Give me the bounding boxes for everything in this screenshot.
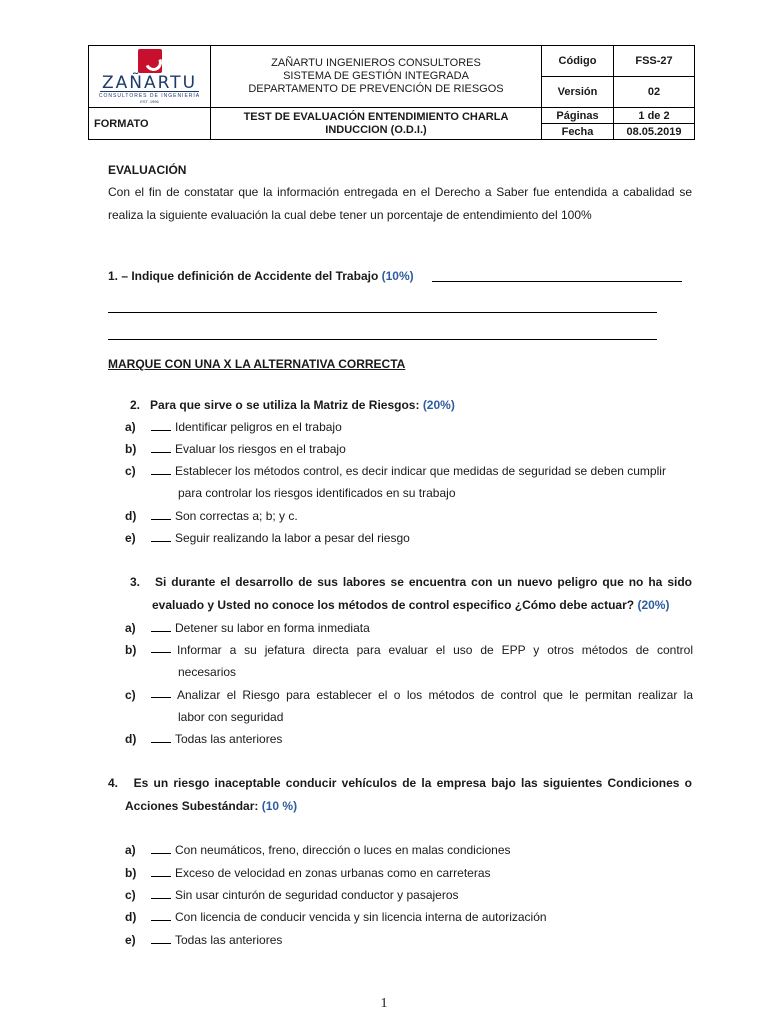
question-4-number: 4. [108, 776, 119, 790]
version-label: Versión [542, 77, 614, 108]
question-4-percentage: (10 %) [261, 799, 298, 813]
question-4-text-1: Es un riesgo inaceptable conducir vehículos de la empresa bajo las siguientes Condiciones o [133, 776, 692, 790]
option-text: Detener su labor en forma inmediata [175, 621, 370, 635]
question-4-option-d[interactable] [125, 906, 547, 928]
document-title-line1: TEST DE EVALUACIÓN ENTENDIMIENTO CHARLA [243, 110, 509, 123]
answer-blank[interactable] [151, 461, 171, 475]
question-1-text: 1. – Indique definición de Accidente del Trabajo [108, 269, 379, 283]
question-2-option-d[interactable] [125, 505, 298, 527]
system-name: SISTEMA DE GESTIÓN INTEGRADA [283, 70, 469, 82]
intro-line-2: realiza la siguiente evaluación la cual debe tener un porcentaje de entendimiento del 100% [108, 208, 592, 222]
question-2 [130, 394, 455, 416]
evaluation-heading: EVALUACIÓN [108, 163, 187, 177]
version-value: 02 [614, 77, 695, 108]
question-3-line-1 [130, 571, 692, 593]
question-4-option-b[interactable] [125, 862, 491, 884]
option-text: Seguir realizando la labor a pesar del riesgo [175, 531, 410, 545]
answer-blank[interactable] [151, 684, 171, 698]
answer-blank[interactable] [151, 907, 171, 921]
answer-blank[interactable] [151, 930, 171, 944]
answer-blank[interactable] [151, 863, 171, 877]
paginas-label: Páginas [542, 108, 614, 124]
answer-blank[interactable] [151, 506, 171, 520]
question-3-option-c[interactable] [125, 684, 693, 706]
question-4-text-2: Acciones Subestándar: [125, 799, 259, 813]
option-text: Todas las anteriores [175, 732, 283, 746]
document-title-line2: INDUCCION (O.D.I.) [325, 123, 427, 136]
answer-blank[interactable] [151, 618, 171, 632]
question-2-option-e[interactable] [125, 527, 410, 549]
answer-blank[interactable] [151, 417, 171, 431]
formato-label: FORMATO [89, 108, 211, 140]
question-3-option-a[interactable] [125, 617, 370, 639]
question-2-option-c-continuation: para controlar los riesgos identificados en su trabajo [178, 486, 456, 500]
question-4-line-1 [108, 772, 692, 794]
option-text: Exceso de velocidad en zonas urbanas como en carreteras [175, 866, 491, 880]
option-letter: d) [125, 732, 137, 746]
logo-mark-icon [138, 49, 162, 73]
fecha-value: 08.05.2019 [614, 124, 695, 140]
question-2-number: 2. [130, 398, 141, 412]
logo-subtitle: CONSULTORES DE INGENIERÍA [98, 93, 201, 99]
department-name: DEPARTAMENTO DE PREVENCIÓN DE RIESGOS [248, 83, 504, 95]
question-3-text-2: evaluado y Usted no conoce los métodos de control especifico ¿Cómo debe actuar? [152, 598, 635, 612]
option-text: Establecer los métodos control, es decir indicar que medidas de seguridad se deben cumplir [175, 464, 666, 478]
question-2-option-b[interactable] [125, 438, 346, 460]
option-letter: c) [125, 888, 136, 902]
question-2-percentage: (20%) [422, 398, 455, 412]
answer-blank[interactable] [151, 528, 171, 542]
page-number: 1 [380, 996, 388, 1011]
question-4-line-2 [125, 795, 297, 817]
option-letter: c) [125, 464, 136, 478]
company-info [211, 46, 542, 108]
question-3-option-b-continuation: necesarios [178, 665, 237, 679]
option-text: Analizar el Riesgo para establecer el o los métodos de control que le permitan realizar la [177, 688, 693, 702]
question-4-option-a[interactable] [125, 839, 511, 861]
question-3-number: 3. [130, 575, 141, 589]
option-text: Sin usar cinturón de seguridad conductor y pasajeros [175, 888, 459, 902]
question-4-option-e[interactable] [125, 929, 282, 951]
answer-line-3[interactable] [108, 339, 657, 340]
question-3-percentage: (20%) [637, 598, 670, 612]
question-1 [108, 265, 414, 287]
question-3-line-2 [152, 594, 669, 616]
codigo-value: FSS-27 [614, 46, 695, 77]
answer-blank[interactable] [151, 840, 171, 854]
question-2-option-a[interactable] [125, 416, 342, 438]
company-name: ZAÑARTU INGENIEROS CONSULTORES [271, 57, 481, 69]
question-1-percentage: (10%) [381, 269, 414, 283]
option-text: Informar a su jefatura directa para evaluar el uso de EPP y otros métodos de control [177, 643, 693, 657]
question-2-text: Para que sirve o se utiliza la Matriz de Riesgos: [150, 398, 420, 412]
option-letter: d) [125, 509, 137, 523]
answer-line-2[interactable] [108, 312, 657, 313]
question-3-option-c-continuation: labor con seguridad [178, 710, 284, 724]
option-letter: a) [125, 420, 136, 434]
option-letter: e) [125, 933, 136, 947]
instruction-heading: MARQUE CON UNA X LA ALTERNATIVA CORRECTA [108, 357, 406, 371]
question-3-option-d[interactable] [125, 728, 282, 750]
option-letter: b) [125, 643, 137, 657]
answer-blank[interactable] [151, 885, 171, 899]
fecha-label: Fecha [542, 124, 614, 140]
intro-line-1: Con el fin de constatar que la información entregada en el Derecho a Saber fue entendida a cabalidad se [108, 185, 692, 199]
option-text: Son correctas a; b; y c. [175, 509, 298, 523]
document-header-table [88, 45, 695, 140]
company-logo-cell [89, 46, 211, 108]
option-text: Todas las anteriores [175, 933, 283, 947]
option-text: Evaluar los riesgos en el trabajo [175, 442, 346, 456]
option-text: Con neumáticos, freno, dirección o luces en malas condiciones [175, 843, 511, 857]
document-title [211, 108, 542, 140]
option-letter: c) [125, 688, 136, 702]
question-3-option-b[interactable] [125, 639, 693, 661]
option-text: Con licencia de conducir vencida y sin licencia interna de autorización [175, 910, 547, 924]
option-letter: d) [125, 910, 137, 924]
logo-name: ZAÑARTU [101, 73, 198, 93]
answer-blank[interactable] [151, 729, 171, 743]
option-letter: a) [125, 621, 136, 635]
question-2-option-c[interactable] [125, 460, 666, 482]
company-logo [89, 49, 210, 104]
answer-line-1[interactable] [432, 281, 682, 282]
logo-est: EST. 1996 [140, 99, 159, 104]
answer-blank[interactable] [151, 439, 171, 453]
option-letter: e) [125, 531, 136, 545]
answer-blank[interactable] [151, 639, 171, 653]
question-3-text-1: Si durante el desarrollo de sus labores se encuentra con un nuevo peligro que no ha sido [154, 575, 692, 589]
question-4-option-c[interactable] [125, 884, 459, 906]
codigo-label: Código [542, 46, 614, 77]
paginas-value: 1 de 2 [614, 108, 695, 124]
option-letter: a) [125, 843, 136, 857]
option-letter: b) [125, 442, 137, 456]
option-text: Identificar peligros en el trabajo [175, 420, 342, 434]
option-letter: b) [125, 866, 137, 880]
